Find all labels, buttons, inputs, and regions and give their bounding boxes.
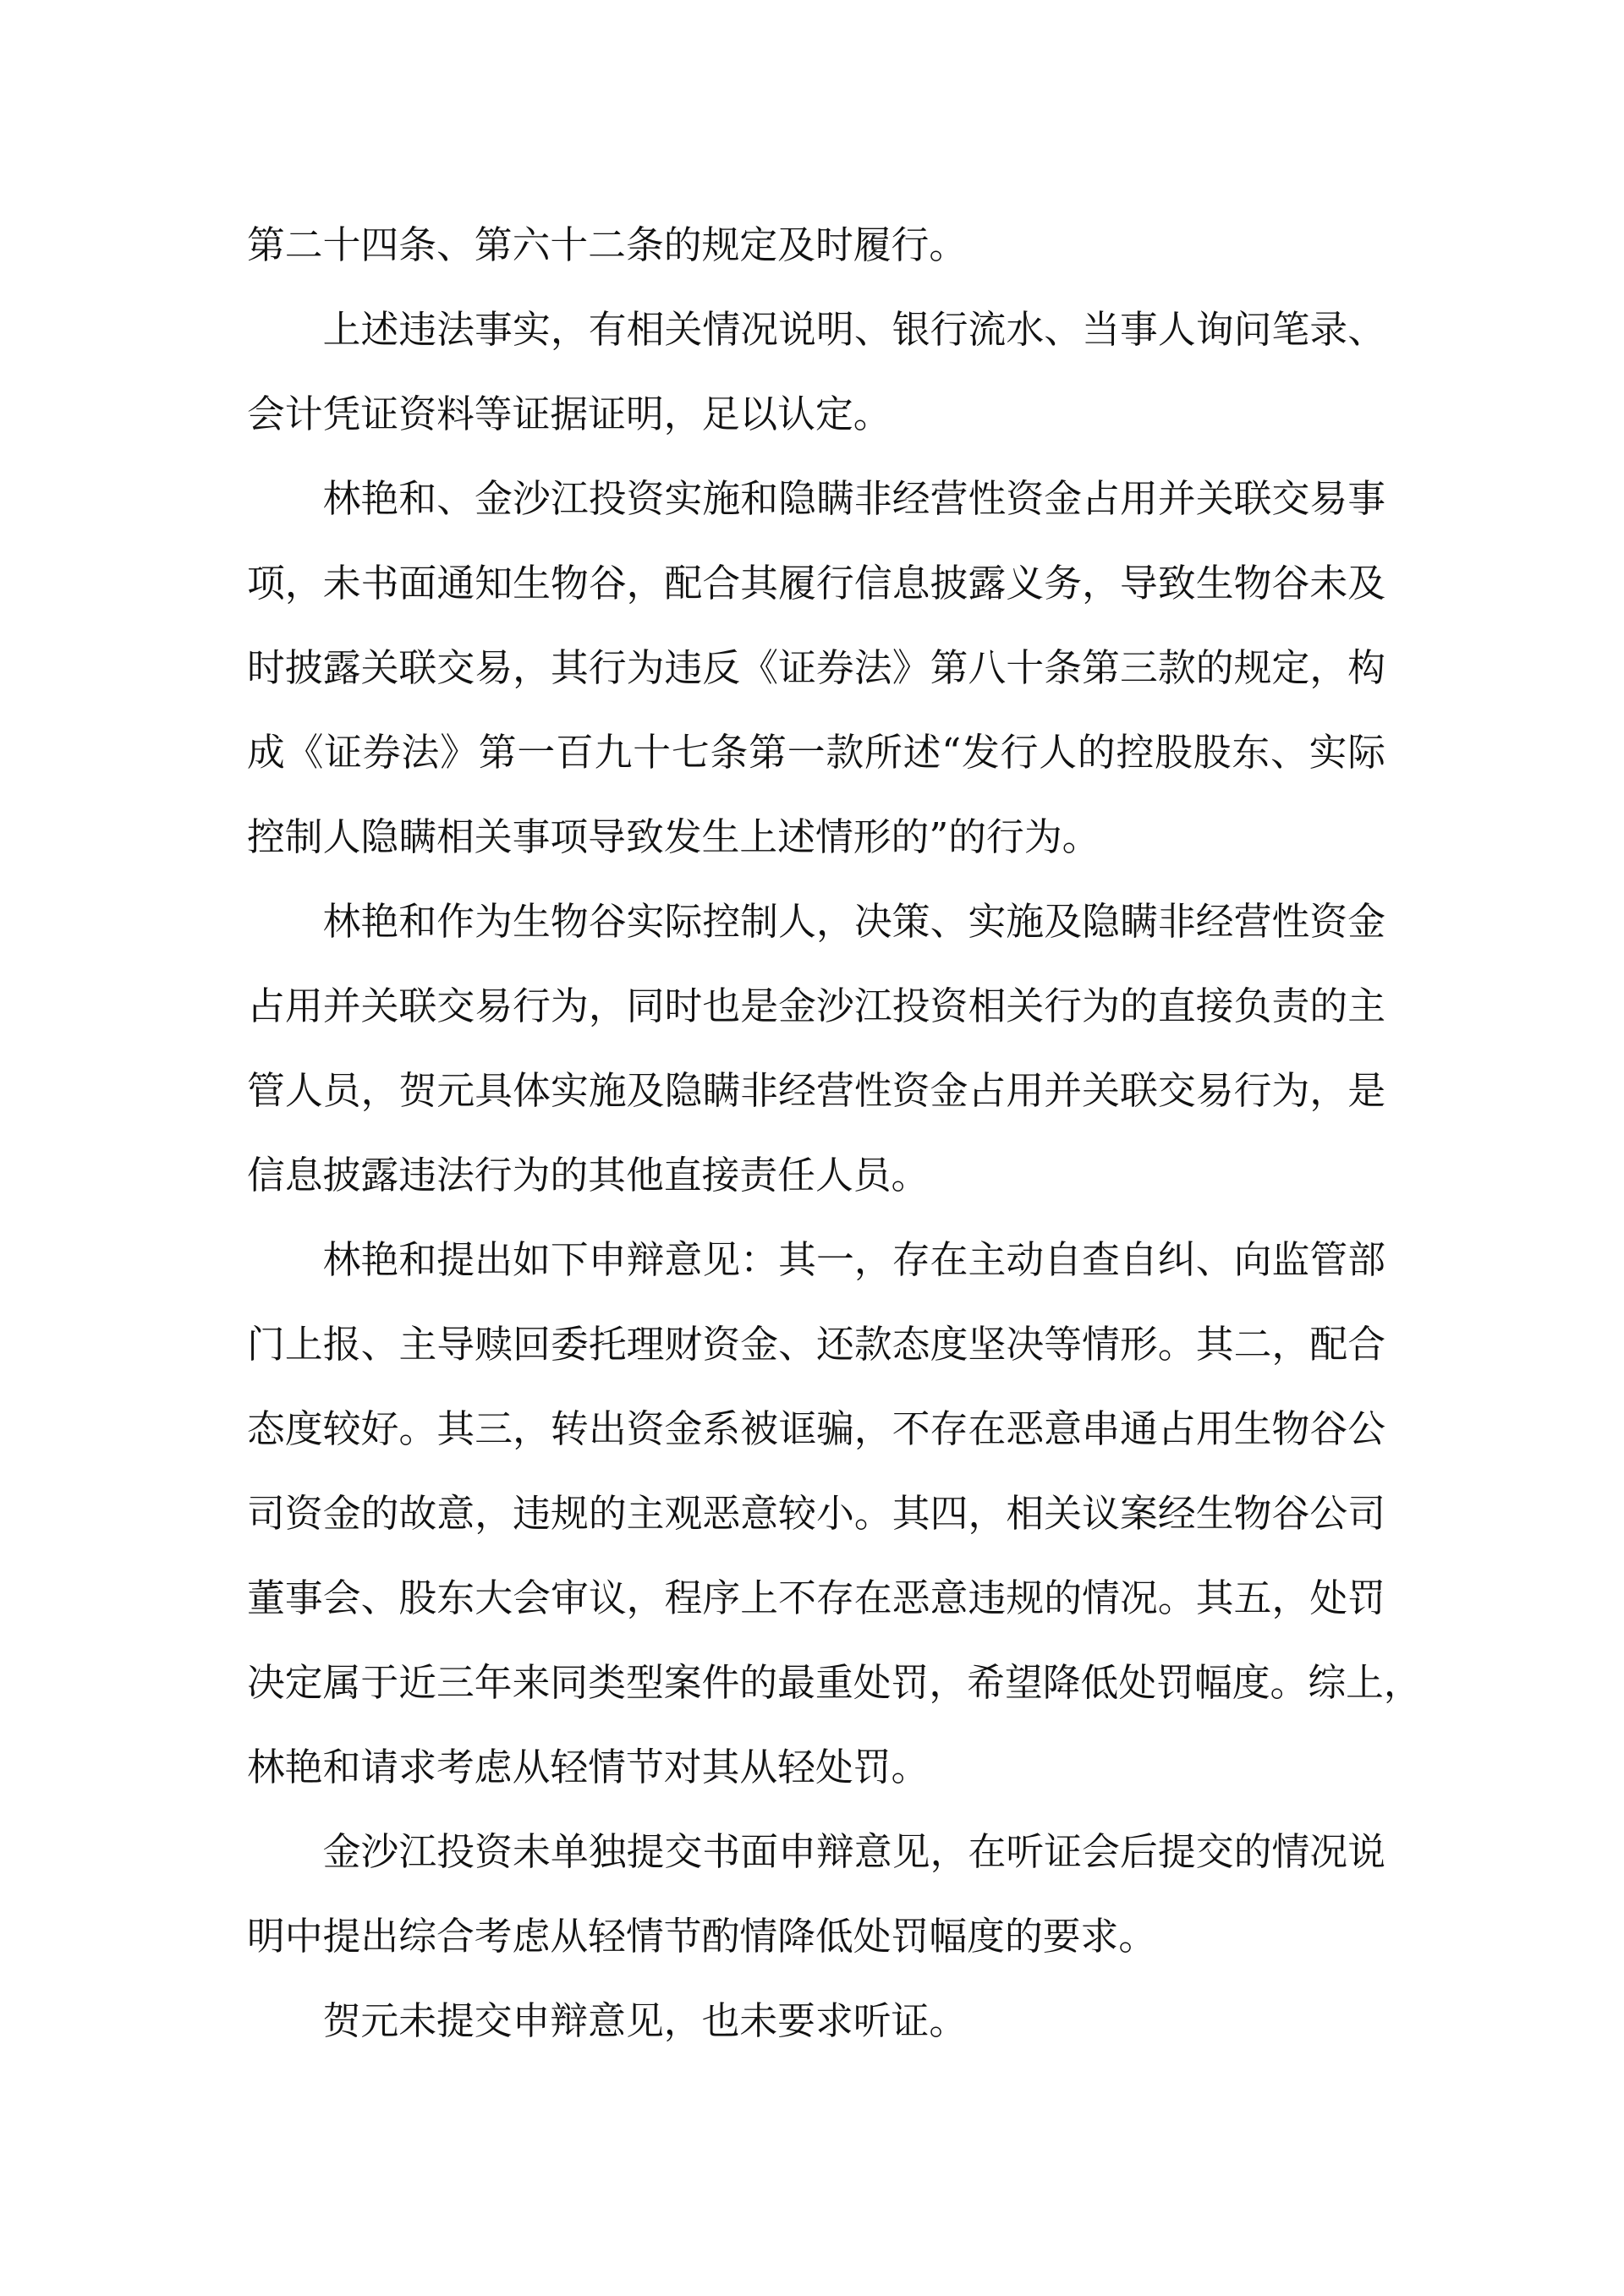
text-line: 门上报、主导赎回委托理财资金、还款态度坚决等情形。其二，配合 (247, 1322, 1385, 1367)
paragraph-3 (247, 457, 1385, 879)
text-line: 时披露关联交易，其行为违反《证券法》第八十条第三款的规定，构 (247, 645, 1385, 690)
text-line: 贺元未提交申辩意见，也未要求听证。 (322, 1998, 968, 2043)
text-line: 金沙江投资未单独提交书面申辩意见，在听证会后提交的情况说 (322, 1829, 1385, 1874)
text-line: 林艳和、金沙江投资实施和隐瞒非经营性资金占用并关联交易事 (322, 476, 1385, 521)
text-line: 项，未书面通知生物谷，配合其履行信息披露义务，导致生物谷未及 (247, 561, 1385, 606)
text-line: 态度较好。其三，转出资金系被诓骗，不存在恶意串通占用生物谷公 (247, 1406, 1385, 1451)
text-line: 董事会、股东大会审议，程序上不存在恶意违规的情况。其五，处罚 (247, 1575, 1385, 1620)
text-line: 第二十四条、第六十二条的规定及时履行。 (247, 222, 968, 267)
paragraph-6 (247, 1810, 1385, 1979)
text-line: 明中提出综合考虑从轻情节酌情降低处罚幅度的要求。 (247, 1914, 1157, 1959)
text-line: 管人员，贺元具体实施及隐瞒非经营性资金占用并关联交易行为，是 (247, 1068, 1385, 1113)
text-line: 会计凭证资料等证据证明，足以认定。 (247, 392, 892, 436)
text-line: 信息披露违法行为的其他直接责任人员。 (247, 1153, 930, 1197)
paragraph-2 (247, 288, 1385, 457)
text-line: 上述违法事实，有相关情况说明、银行流水、当事人询问笔录、 (322, 307, 1385, 352)
document-page (247, 203, 1422, 2063)
text-line: 林艳和作为生物谷实际控制人，决策、实施及隐瞒非经营性资金 (322, 899, 1385, 944)
paragraph-1 (247, 203, 1385, 288)
paragraph-4 (247, 879, 1385, 1218)
text-line: 林艳和请求考虑从轻情节对其从轻处罚。 (247, 1745, 930, 1789)
text-line: 占用并关联交易行为，同时也是金沙江投资相关行为的直接负责的主 (247, 984, 1385, 1028)
paragraph-5 (247, 1218, 1422, 1810)
text-line: 司资金的故意，违规的主观恶意较小。其四，相关议案经生物谷公司 (247, 1491, 1385, 1536)
text-line: 决定属于近三年来同类型案件的最重处罚，希望降低处罚幅度。综上， (247, 1660, 1422, 1705)
paragraph-7 (247, 1979, 1385, 2063)
text-line: 控制人隐瞒相关事项导致发生上述情形的”的行为。 (247, 814, 1100, 859)
text-line: 成《证券法》第一百九十七条第一款所述“发行人的控股股东、实际 (247, 730, 1385, 775)
text-line: 林艳和提出如下申辩意见：其一，存在主动自查自纠、向监管部 (322, 1237, 1385, 1282)
